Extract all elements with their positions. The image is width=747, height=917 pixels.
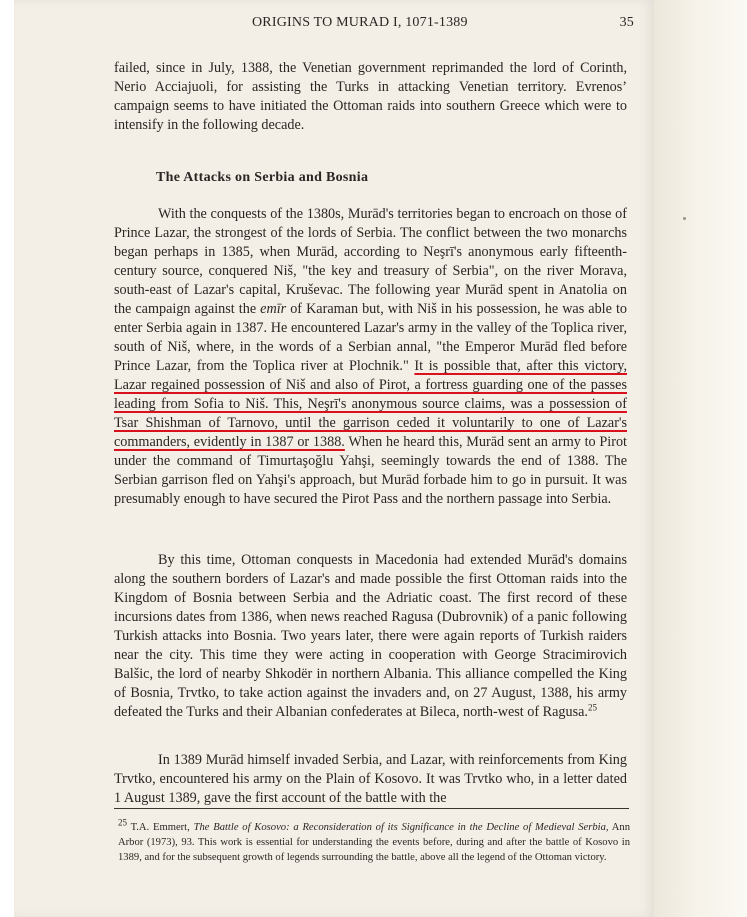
footnote-reference: 25 (587, 702, 597, 713)
paragraph-bosnia (114, 551, 627, 722)
paragraph-kosovo: In 1389 Murād himself invaded Serbia, and Lazar, with reinforcements from King Trvtko, encountered his army on the Plain of Kosovo. It was Trvtko who, in a letter dated 1 August 1389, gave the first account of the battle with the (114, 752, 627, 806)
paragraph-text: of Karaman but, with Niš in his possession, he was able to enter Serbia again in 1387. He encountered Lazar's army in the valley of the Toplica river, south of Niš, where, in the words of a Serbian annal, "the Emperor Murād fled before Prince Lazar, from the Toplica river at Plochnik." (114, 301, 627, 374)
paragraph-text: When he heard this, Murād sent an army to Pirot under the command of Timurtaşoğlu Yahşi, seemingly towards the end of 1388. The Serbian garrison fled on Yahşi's approach, but Murād forbade him to go in pursuit. It was presumably enough to have secured the Pirot Pass and the northern passage into Serbia. (114, 434, 627, 507)
speck (683, 217, 686, 220)
section-heading: The Attacks on Serbia and Bosnia (156, 170, 369, 185)
paragraph-serbia (114, 205, 627, 509)
underlined-passage: It is possible that, after this victory, Lazar regained possession of Niš and also of Pirot, a fortress guarding one of the passes leading from Sofia to Niš. This, Neşrī's anonymous source claims, was a possession of Tsar Shishman of Tarnovo, until the garrison ceded it voluntarily to one of Lazar's commanders, evidently in 1387 or 1388. (114, 358, 628, 450)
paragraph-text: By this time, Ottoman conquests in Macedonia had extended Murād's domains along the southern borders of Lazar's and made possible the first Ottoman raids into the Kingdom of Bosnia between Serbia and the Adriatic coast. The first record of these incursions dates from 1386, when news reached Ragusa (Dubrovnik) of a panic following Turkish attacks into Bosnia. Two years later, there were again reports of Turkish raiders near the city. This time they were acting in cooperation with George Stracimirovich Balšic, the lord of nearby Shkodër in northern Albania. This alliance compelled the King of Bosnia, Trvtko, to take action against the invaders and, on 27 August, 1388, his army defeated the Turks and their Albanian confederates at Bileca, north-west of Ragusa. (114, 552, 627, 720)
paragraph-continued: failed, since in July, 1388, the Venetian government reprimanded the lord of Corinth, Nerio Acciajuoli, for assisting the Turks in attacking Venetian territory. Evrenos’ campaign seems to have initiated the Ottoman raids into southern Greece which were to intensify in the following decade. (114, 60, 627, 133)
footnote-rule (114, 808, 629, 809)
facing-page-edge (654, 0, 747, 917)
footnote (118, 817, 630, 865)
footnote-author: T.A. Emmert, (130, 822, 190, 833)
footnote-text: Ann Arbor (1973), 93. This work is essential for understanding the events before, during and after the battle of Kosovo in 1389, and for the subsequent growth of legends surrounding the battle, above all the legend of the Ottoman victory. (118, 822, 630, 863)
page-number: 35 (619, 15, 634, 30)
footnote-number: 25 (118, 817, 127, 828)
footnote-title: The Battle of Kosovo: a Reconsideration of its Significance in the Decline of Medieval Serbia, (193, 822, 609, 833)
emir-term: emīr (260, 301, 287, 317)
paragraph-text: With the conquests of the 1380s, Murād's territories began to encroach on those of Prince Lazar, the strongest of the lords of Serbia. The conflict between the two monarchs began perhaps in 1385, when Murād, according to Neşrī's anonymous early fifteenth-century source, conquered Niš, "the key and treasury of Serbia", on the river Morava, south-east of Lazar's capital, Kruševac. The following year Murād spent in Anatolia on the campaign against the (114, 206, 627, 317)
running-title: ORIGINS TO MURAD I, 1071-1389 (252, 15, 468, 30)
